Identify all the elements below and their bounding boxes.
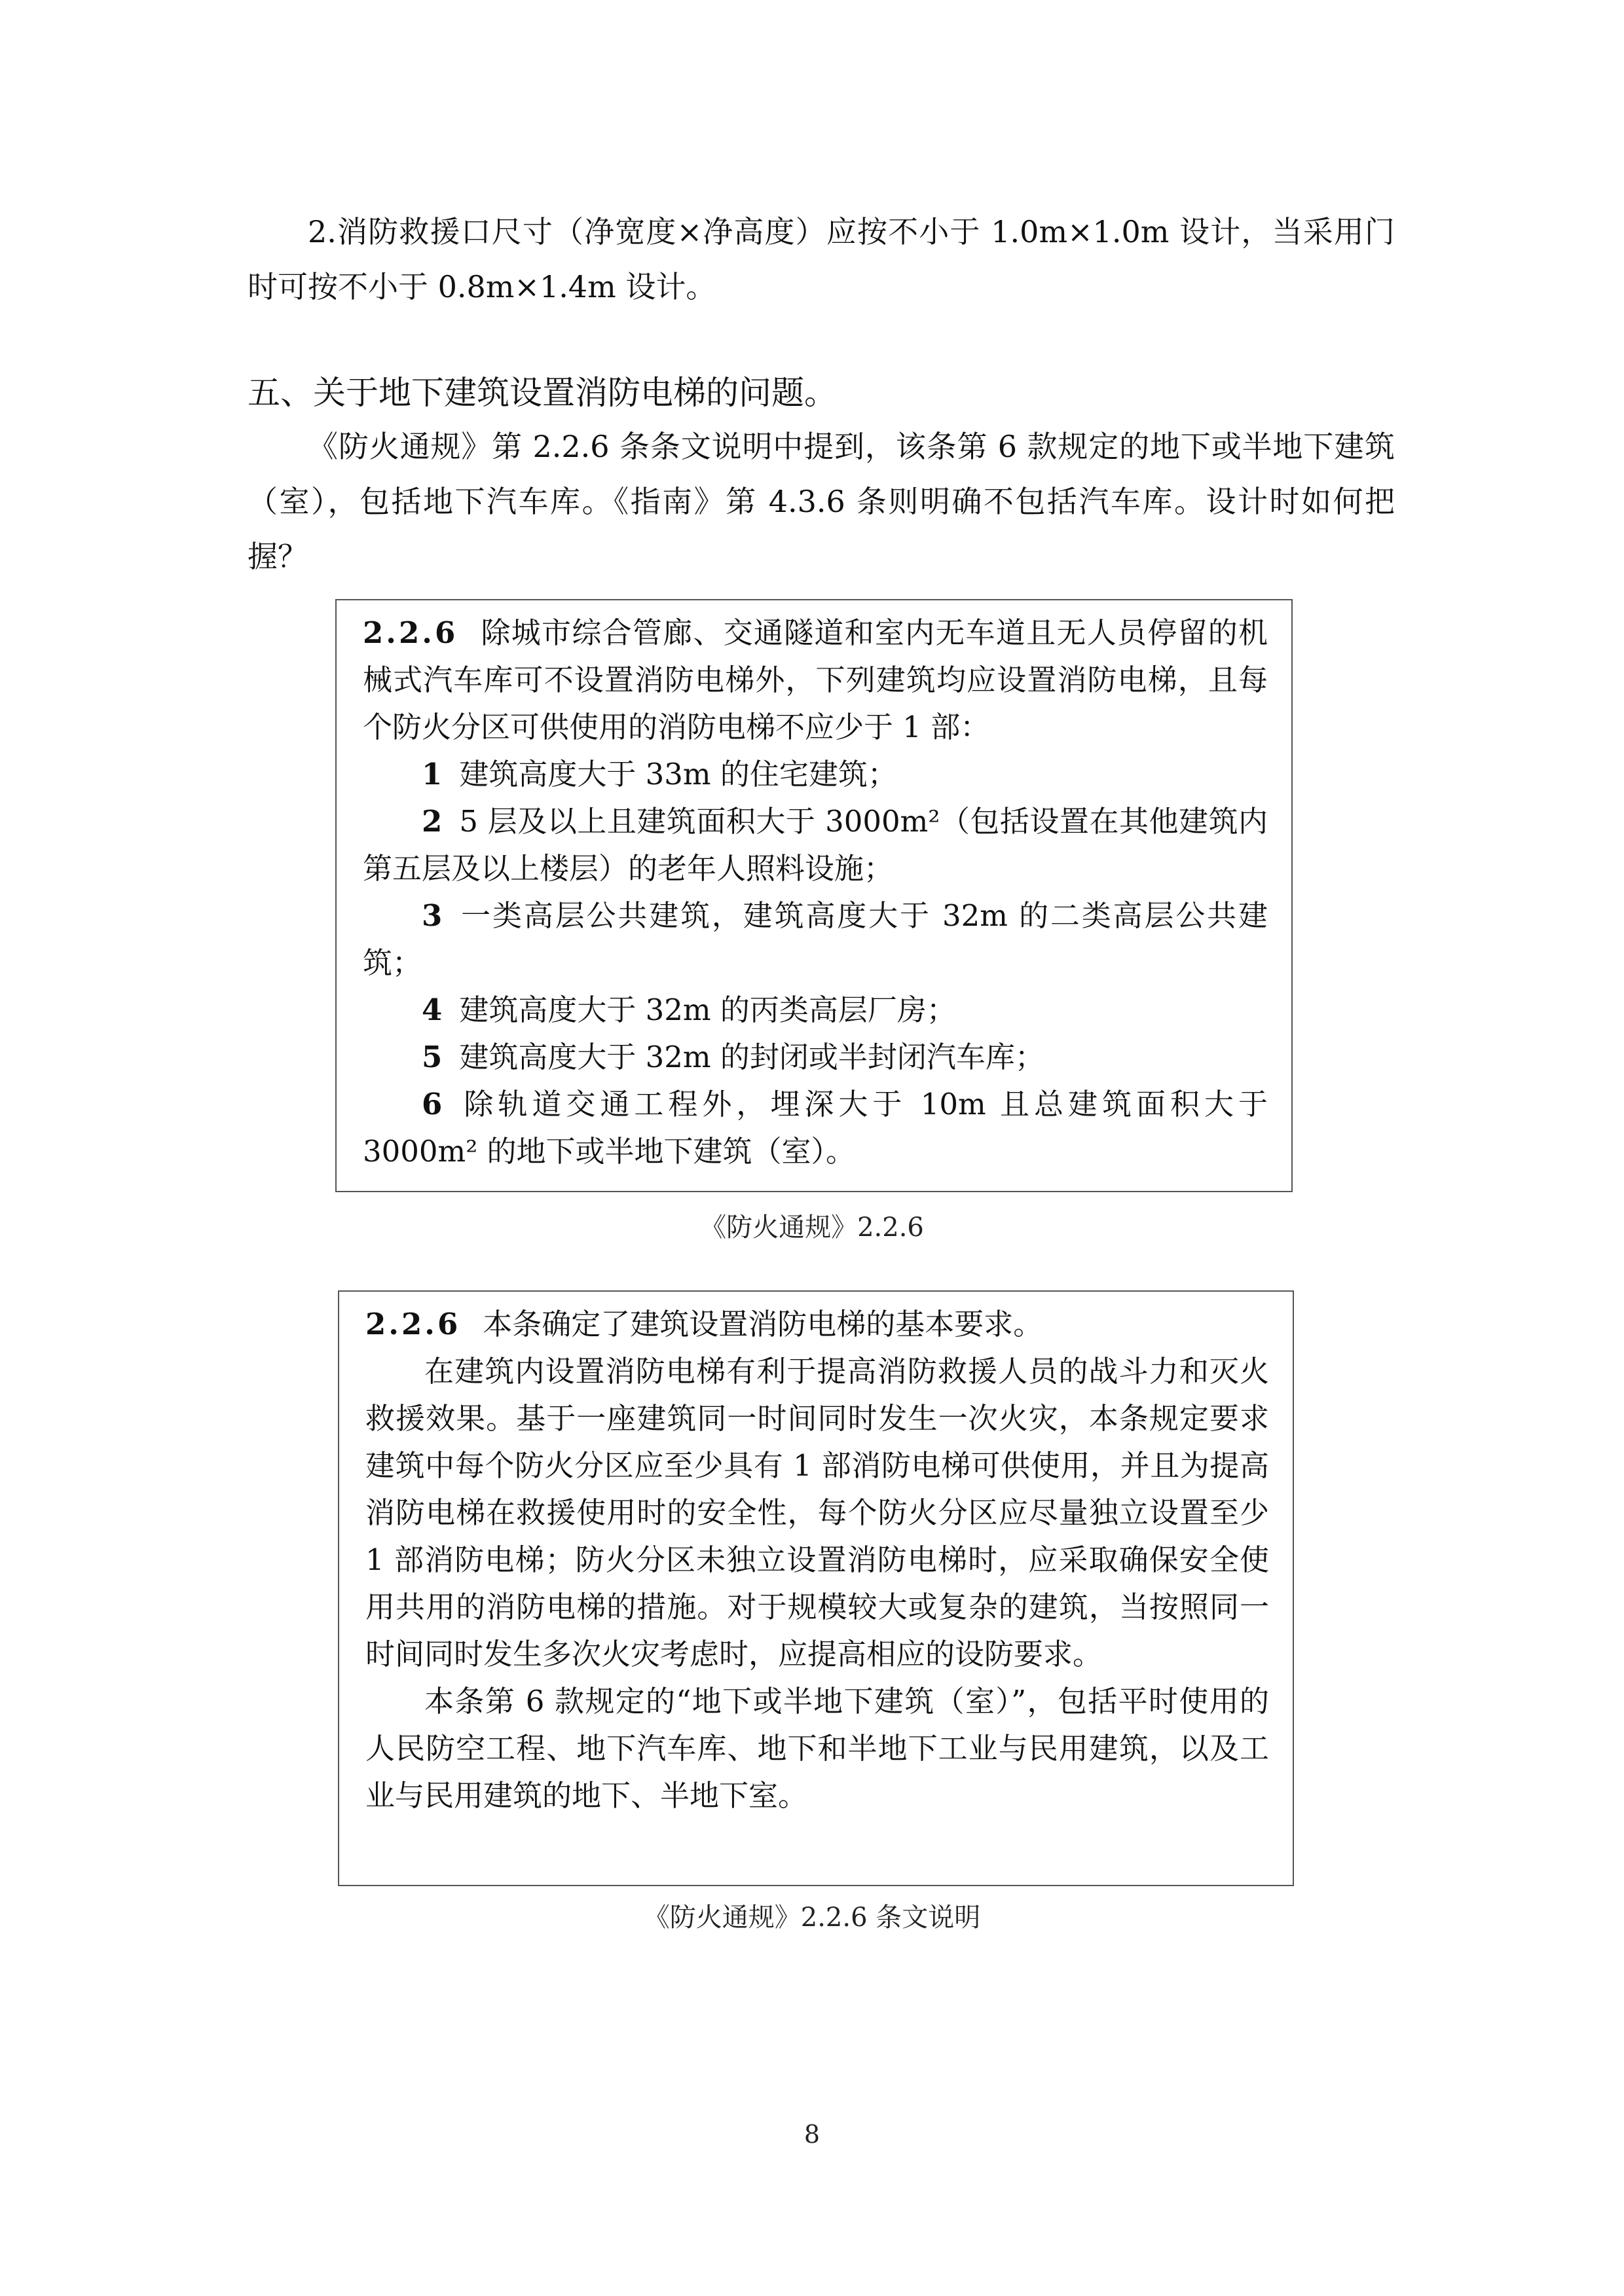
figure-caption: 《防火通规》2.2.6 条文说明 bbox=[643, 1903, 981, 1933]
commentary-paragraph: 本条第 6 款规定的“地下或半地下建筑（室）”，包括平时使用的人民防空工程、地下汽车库、地下和半地下工业与民用建筑，以及工业与民用建筑的地下、半地下室。 bbox=[365, 1684, 1269, 1813]
item-number: 6 bbox=[422, 1087, 443, 1121]
clause-item bbox=[363, 798, 1268, 892]
item-text: 建筑高度大于 33m 的住宅建筑； bbox=[459, 757, 897, 792]
commentary-excerpt-box bbox=[338, 1290, 1294, 1886]
section-heading-underground-fire-elevator: 五、关于地下建筑设置消防电梯的问题。 bbox=[248, 374, 837, 412]
clause-item bbox=[363, 892, 1268, 987]
clause-item bbox=[363, 987, 1268, 1034]
clause-item bbox=[363, 1034, 1268, 1081]
paragraph-question: 《防火通规》第 2.2.6 条条文说明中提到，该条第 6 款规定的地下或半地下建筑（室），包括地下汽车库。《指南》第 4.3.6 条则明确不包括汽车库。设计时如何把握？ bbox=[248, 429, 1395, 574]
item-text: 除轨道交通工程外，埋深大于 10m 且总建筑面积大于 3000m² 的地下或半地下建筑（室）。 bbox=[363, 1087, 1268, 1169]
figure-caption: 《防火通规》2.2.6 bbox=[700, 1212, 924, 1243]
item-number: 3 bbox=[422, 898, 443, 933]
item-text: 建筑高度大于 32m 的封闭或半封闭汽车库； bbox=[459, 1040, 1044, 1074]
clause-number: 2.2.6 bbox=[365, 1307, 461, 1341]
item-text: 5 层及以上且建筑面积大于 3000m²（包括设置在其他建筑内第五层及以上楼层）的老年人照料设施； bbox=[363, 804, 1268, 886]
commentary-intro-text: 本条确定了建筑设置消防电梯的基本要求。 bbox=[483, 1307, 1043, 1341]
commentary-intro bbox=[365, 1301, 1269, 1348]
item-text: 一类高层公共建筑，建筑高度大于 32m 的二类高层公共建筑； bbox=[363, 898, 1268, 980]
clause-item bbox=[363, 751, 1268, 798]
item-number: 4 bbox=[422, 993, 443, 1027]
item-number: 2 bbox=[422, 804, 443, 839]
clause-number: 2.2.6 bbox=[363, 615, 458, 650]
paragraph-rescue-opening-size: 2.消防救援口尺寸（净宽度×净高度）应按不小于 1.0m×1.0m 设计，当采用门时可按不小于 0.8m×1.4m 设计。 bbox=[248, 214, 1395, 304]
page-number: 8 bbox=[803, 2120, 821, 2149]
clause-item bbox=[363, 1081, 1268, 1175]
clause-intro bbox=[363, 610, 1268, 751]
item-number: 1 bbox=[422, 757, 443, 792]
commentary-paragraph: 在建筑内设置消防电梯有利于提高消防救援人员的战斗力和灭火救援效果。基于一座建筑同一时间同时发生一次火灾，本条规定要求建筑中每个防火分区应至少具有 1 部消防电梯可供使用，并且为提高消防电梯在救援使用时的安全性，每个防火分区应尽量独立设置至少 1 部消防电梯；防火分区未独立设置消防电梯时，应采取确保安全使用共用的消防电梯的措施。对于规模较大或复杂的建筑，当按照同一时间同时发生多次火灾考虑时，应提高相应的设防要求。 bbox=[365, 1354, 1269, 1671]
code-excerpt-box bbox=[335, 599, 1293, 1192]
clause-intro-text: 除城市综合管廊、交通隧道和室内无车道且无人员停留的机械式汽车库可不设置消防电梯外，下列建筑均应设置消防电梯，且每个防火分区可供使用的消防电梯不应少于 1 部： bbox=[363, 615, 1268, 744]
item-text: 建筑高度大于 32m 的丙类高层厂房； bbox=[459, 993, 956, 1027]
item-number: 5 bbox=[422, 1040, 443, 1074]
